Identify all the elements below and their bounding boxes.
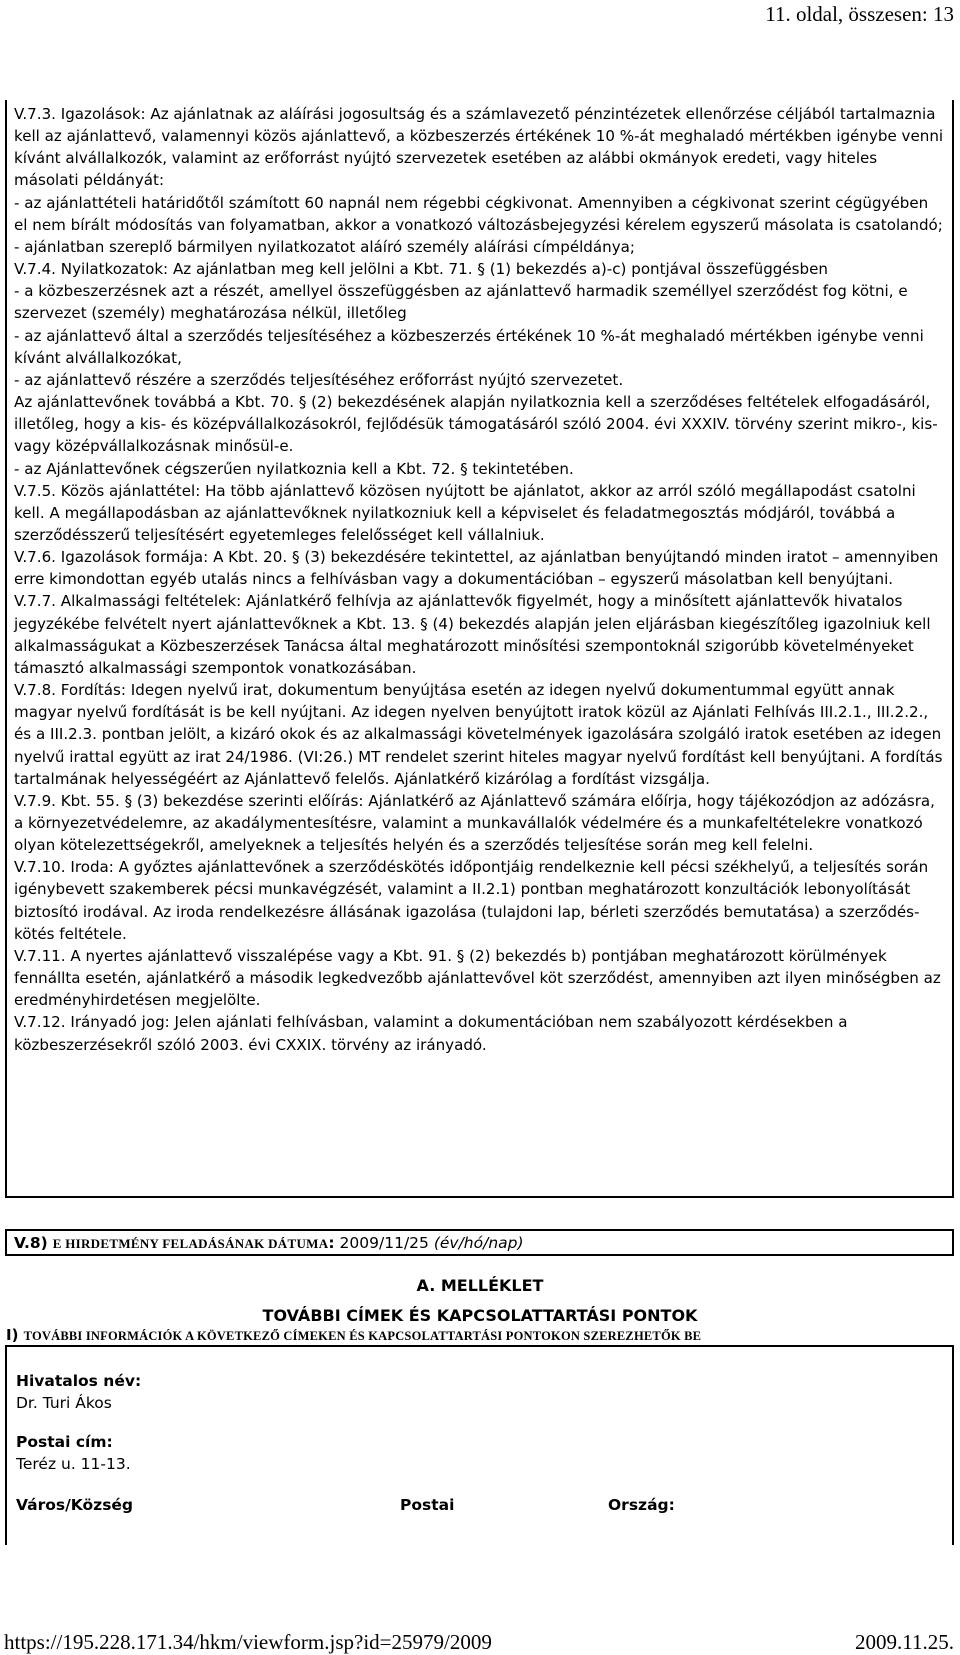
paragraph: - az ajánlattevő által a szerződés teljesítéséhez a közbeszerzés értékének 10 %-át meghaladó mértékben igénybe venni kívánt alvállalkozókat,	[14, 326, 924, 367]
paragraph: V.7.8. Fordítás: Idegen nyelvű irat, dokumentum benyújtása esetén az idegen nyelvű dokumentummal együtt annak magyar nyelvű fordítását is be kell nyújtani. Az idegen nyelven benyújtott iratok közül az Ajánlati Felhívás III.2.1., III.2.2., és a III.2.3. pontban jelölt, a kizáró okok és az alkalmassági követelmények igazolására szolgáló iratok esetében az idegen nyelvű irattal együtt az irat 24/1986. (VI:26.) MT rendelet szerint hiteles magyar nyelvű fordítást kell benyújtani. A fordítás tartalmának helyességéért az Ajánlattevő felelős. Ajánlatkérő kizárólag a fordítást vizsgálja.	[14, 681, 943, 788]
dispatch-label: E HIRDETMÉNY FELADÁSÁNAK DÁTUMA	[52, 1236, 329, 1251]
annex-section-heading	[6, 1326, 701, 1344]
postal-address-label: Postai cím:	[16, 1433, 113, 1451]
annex-title: A. MELLÉKLET	[416, 1276, 544, 1295]
paragraph: V.7.12. Irányadó jog: Jelen ajánlati felhívásban, valamint a dokumentációban nem szabályozott kérdésekben a közbeszerzésekről szóló 2003. évi CXXIX. törvény az irányadó.	[14, 1013, 848, 1054]
paragraph: Az ajánlattevőnek továbbá a Kbt. 70. § (2) bekezdésének alapján nyilatkoznia kell a szerződéses feltételek elfogadásáról, illetőleg, hogy a kis- és középvállalkozásokról, fejlődésük támogatásáról szóló 2004. évi XXXIV. törvény szerint mikro-, kis- vagy középvállalkozásnak minősül-e.	[14, 393, 938, 456]
footer-date: 2009.11.25.	[855, 1630, 954, 1654]
paragraph: V.7.10. Iroda: A győztes ajánlattevőnek a szerződéskötés időpontjáig rendelkeznie kell pécsi székhelyű, a teljesítés során igénybevett szakemberek pécsi munkavégzését, valamint a II.2.1) pontban meghatározott konzultációk lebonyolítását biztosító irodával. Az iroda rendelkezésre állásának igazolása (tulajdoni lap, bérleti szerződés bemutatása) a szerződés-kötés feltétele.	[14, 858, 929, 943]
paragraph: V.7.3. Igazolások: Az ajánlatnak az aláírási jogosultság és a számlavezető pénzintézetek ellenőrzése céljából tartalmaznia kell az ajánlattevő, valamennyi közös ajánlattevő, a közbeszerzés értékének 10 %-át meghaladó mértékben igénybe venni kívánt alvállalkozók, valamint az erőforrást nyújtó szervezetek esetében az alábbi okmányok eredeti, vagy hiteles másolati példányát:	[14, 105, 944, 190]
official-name-value: Dr. Turi Ákos	[16, 1394, 112, 1412]
postal-address-value: Teréz u. 11-13.	[16, 1455, 131, 1473]
annex-section-title: TOVÁBBI INFORMÁCIÓK A KÖVETKEZŐ CÍMEKEN ÉS KAPCSOLATTARTÁSI PONTOKON SZEREZHETŐK BE	[23, 1329, 702, 1343]
paragraph: - ajánlatban szereplő bármilyen nyilatkozatot aláíró személy aláírási címpéldánya;	[14, 237, 635, 256]
annex-section-number: I)	[6, 1326, 19, 1344]
city-label: Város/Község	[16, 1496, 134, 1514]
country-label: Ország:	[608, 1496, 675, 1514]
dispatch-date-format: (év/hó/nap)	[433, 1234, 524, 1252]
dispatch-colon: :	[328, 1234, 335, 1252]
paragraph: V.7.7. Alkalmassági feltételek: Ajánlatkérő felhívja az ajánlattevők figyelmét, hogy a minősített ajánlattevők hivatalos jegyzékébe felvételt nyert ajánlattevőknek a Kbt. 13. § (4) bekezdés alapján jelen eljárásban kiegészítőleg igazolniuk kell alkalmasságukat a Közbeszerzések Tanácsa által meghatározott minősítési szempontoknál szigorúbb követelményeket támasztó alkalmassági szempontok vonatkozásában.	[14, 592, 931, 677]
paragraph: V.7.9. Kbt. 55. § (3) bekezdése szerinti előírás: Ajánlatkérő az Ajánlattevő számára előírja, hogy tájékozódjon az adózásra, a környezetvédelemre, az akadálymentesítésre, valamint a munkavállalók védelmére és a munkafeltételekre vonatkozó olyan kötelezettségekről, amelyeknek a teljesítés helyén és a szerződés teljesítése során meg kell felelni.	[14, 791, 935, 855]
paragraph: - az ajánlattevő részére a szerződés teljesítéséhez erőforrást nyújtó szervezetet.	[14, 370, 624, 389]
section-v7-text	[14, 103, 944, 1056]
paragraph: - az ajánlattételi határidőtől számított 60 napnál nem régebbi cégkivonat. Amennyiben a cégkivonat szerint cégügyében el nem bírált módosítás van folyamatban, akkor a vonatkozó változásbejegyzési kérelem egyszerű másolata is csatolandó;	[14, 193, 943, 234]
paragraph: V.7.5. Közös ajánlattétel: Ha több ajánlattevő közösen nyújtott be ajánlatot, akkor az arról szóló megállapodást csatolni kell. A megállapodásban az ajánlattevőknek nyilatkozniuk kell a képviselet és feladatmegosztás módjáról, továbbá a szerződésszerű teljesítésért egyetemleges felelősséget kell vállalniuk.	[14, 481, 916, 544]
paragraph: V.7.4. Nyilatkozatok: Az ajánlatban meg kell jelölni a Kbt. 71. § (1) bekezdés a)-c) pontjával összefüggésben	[14, 260, 828, 279]
footer-url: https://195.228.171.34/hkm/viewform.jsp?id=25979/2009	[4, 1630, 492, 1654]
official-name-label: Hivatalos név:	[16, 1372, 142, 1390]
paragraph: - az Ajánlattevőnek cégszerűen nyilatkoznia kell a Kbt. 72. § tekintetében.	[14, 459, 574, 478]
paragraph: - a közbeszerzésnek azt a részét, amellyel összefüggésben az ajánlattevő harmadik személlyel szerződést fog kötni, e szervezet (személy) meghatározása nélkül, illetőleg	[14, 282, 908, 323]
dispatch-date-line	[14, 1233, 524, 1254]
paragraph: V.7.6. Igazolások formája: A Kbt. 20. § (3) bekezdésére tekintettel, az ajánlatban benyújtandó minden iratot – amennyiben erre kimondottan egyéb utalás nincs a felhívásban vagy a dokumentációban – egyszerű másolatban kell benyújtani.	[14, 548, 939, 589]
paragraph: V.7.11. A nyertes ajánlattevő visszalépése vagy a Kbt. 91. § (2) bekezdés b) pontjában meghatározott körülmények fennállta esetén, ajánlatkérő a második legkedvezőbb ajánlattevővel köt szerződést, amennyiben azt ilyen minőségben az eredményhirdetésen megjelölte.	[14, 946, 941, 1010]
dispatch-section-number: V.8)	[14, 1234, 48, 1252]
contact-box	[5, 1345, 954, 1545]
annex-subtitle: TOVÁBBI CÍMEK ÉS KAPCSOLATTARTÁSI PONTOK	[262, 1306, 698, 1325]
dispatch-date: 2009/11/25	[339, 1234, 429, 1252]
page-number-info: 11. oldal, összesen: 13	[765, 2, 954, 26]
postal-code-label: Postai	[400, 1496, 455, 1514]
